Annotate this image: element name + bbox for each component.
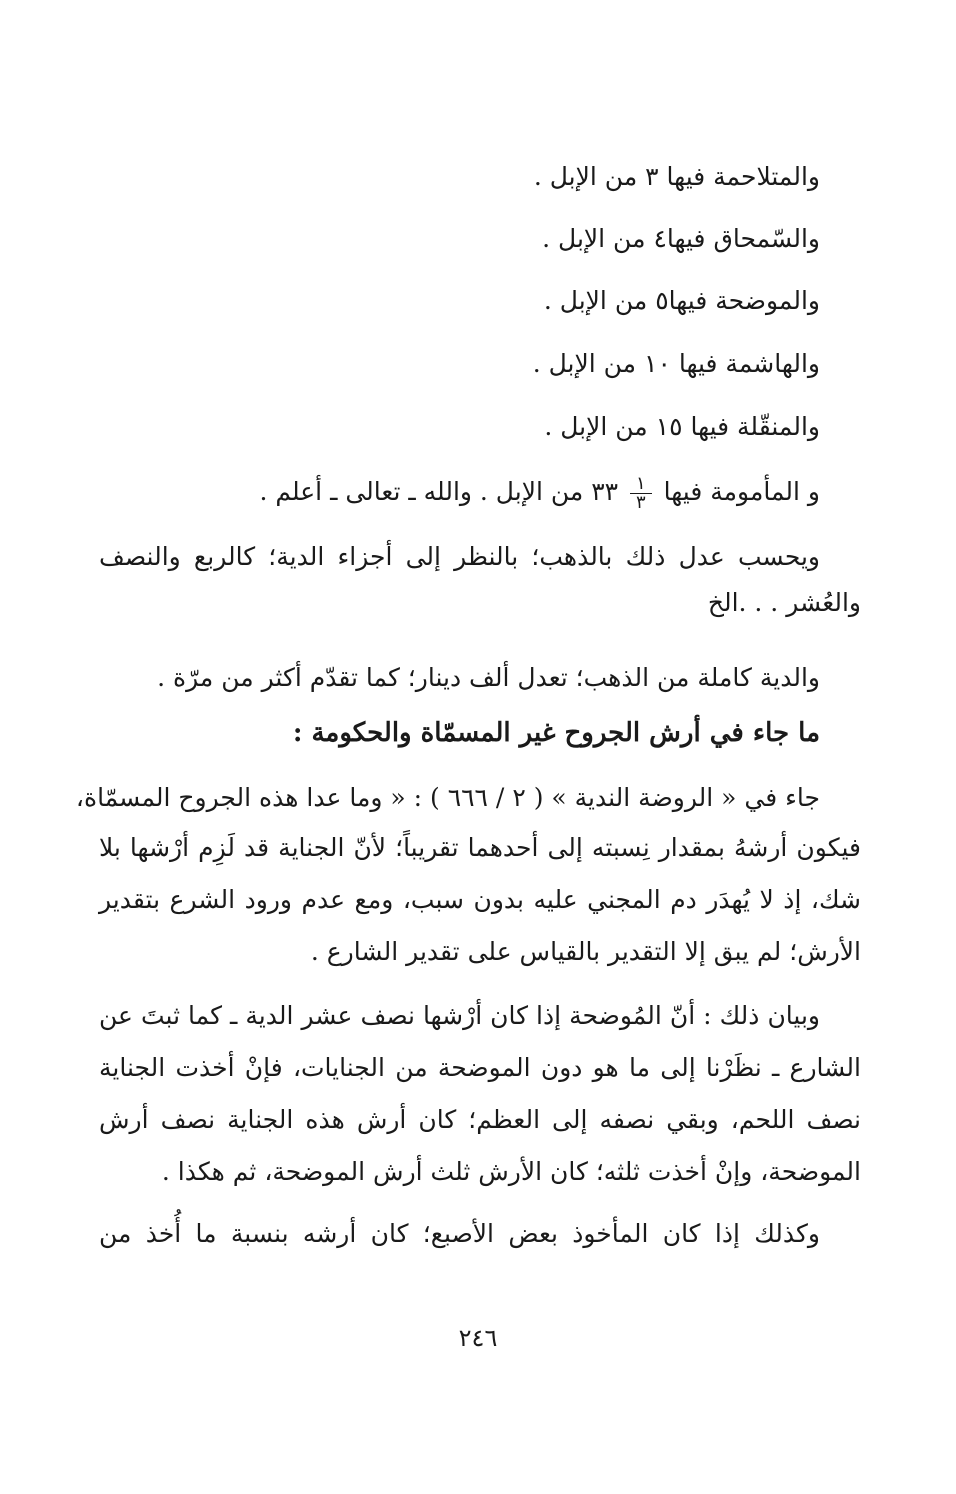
fraction-numerator: ١ [630,475,652,494]
paragraph-line: والدية كاملة من الذهب؛ تعدل ألف دينار؛ كما تقدّم أكثر من مرّة . [157,663,820,692]
paragraph-line: الموضحة، وإنْ أخذت ثلثه؛ كان الأرش ثلث أرش الموضحة، ثم هكذا . [161,1157,861,1186]
fraction-denominator: ٣ [636,492,646,513]
text-line: والهاشمة فيها ١٠ من الإبل . [532,349,820,378]
text-segment: و المأمومة فيها [663,477,820,506]
page-number: ٢٤٦ [458,1324,498,1352]
paragraph-line: شك، إذ لا يُهدَر دم المجني عليه بدون سبب، ومع عدم ورود الشرع بتقدير [99,885,861,914]
paragraph-line: وكذلك إذا كان المأخوذ بعض الأصبع؛ كان أرشه بنسبة ما أُخذ من [99,1219,820,1248]
paragraph-line: الأرش؛ لم يبق إلا التقدير بالقياس على تقدير الشارع . [310,937,861,966]
text-line: والموضحة فيها٥ من الإبل . [543,286,820,315]
text-line: والمنقّلة فيها ١٥ من الإبل . [544,412,820,441]
section-heading: ما جاء في أرش الجروح غير المسمّاة والحكومة : [292,718,820,748]
paragraph-line: جاء في « الروضة الندية » ( ٢ / ٦٦٦ ) : « وما عدا هذه الجروح المسمّاة، [75,783,820,812]
text-line: والسّمحاق فيها٤ من الإبل . [542,224,820,253]
paragraph-line: والعُشر . . .الخ [707,588,861,617]
paragraph-line: الشارع ـ نظَرْنا إلى ما هو دون الموضحة من الجنايات، فإنْ أخذت الجناية [99,1053,861,1082]
paragraph-line: فيكون أرشهُ بمقدار نِسبته إلى أحدهما تقريباً؛ لأنّ الجناية قد لَزِم أرْشها بلا [99,833,861,862]
paragraph-line: ويحسب عدل ذلك بالذهب؛ بالنظر إلى أجزاء الدية؛ كالربع والنصف [99,542,820,571]
text-segment: ٣٣ من الإبل . والله ـ تعالى ـ أعلم . [259,477,619,506]
paragraph-line: وبيان ذلك : أنّ المُوضحة إذا كان أرْشها نصف عشر الدية ـ كما ثبتَ عن [99,1001,820,1030]
fraction [630,475,652,512]
paragraph-line: نصف اللحم، وبقي نصفه إلى العظم؛ كان أرش هذه الجناية نصف أرش [99,1105,861,1134]
text-line-with-fraction [259,472,820,512]
text-line: والمتلاحمة فيها ٣ من الإبل . [533,162,820,191]
